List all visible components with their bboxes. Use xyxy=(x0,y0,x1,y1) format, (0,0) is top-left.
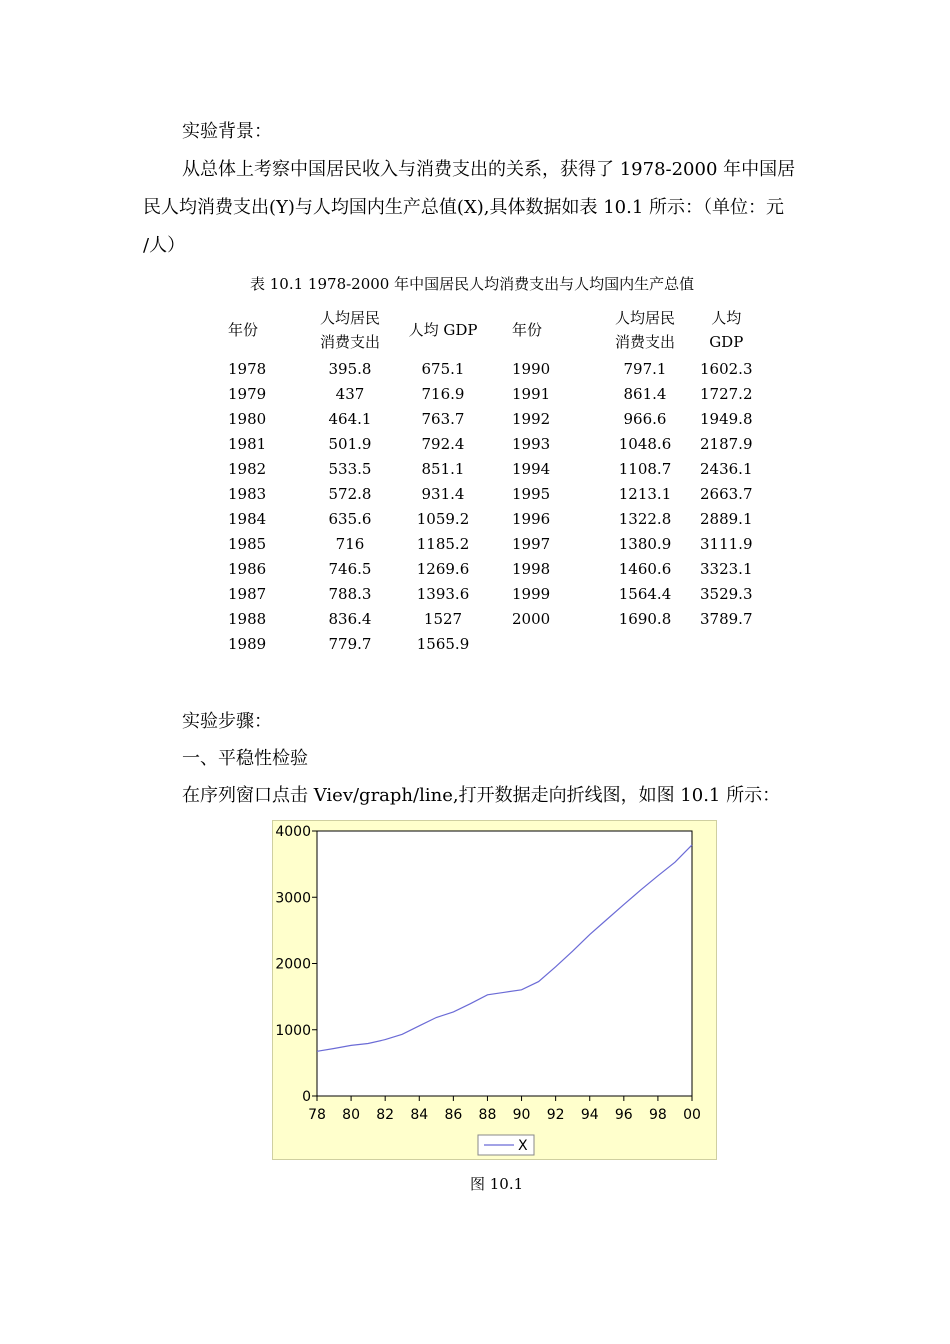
cell-year-1: 1986 xyxy=(228,559,267,578)
cell-consumption-2: 797.1 xyxy=(623,359,667,378)
x-tick-label: 00 xyxy=(683,1107,701,1123)
x-tick-label: 90 xyxy=(512,1107,531,1123)
table-row xyxy=(228,481,753,506)
x-tick-label: 98 xyxy=(648,1107,667,1123)
table-row xyxy=(228,556,753,581)
cell-year-2: 1998 xyxy=(512,559,551,578)
background-heading: 实验背景： xyxy=(182,121,272,142)
background-paragraph-line2: 民人均消费支出(Y)与人均国内生产总值(X),具体数据如表 10.1 所示：（单位：元 xyxy=(143,197,785,218)
cell-consumption-2: 1460.6 xyxy=(618,559,672,578)
cell-consumption-2: 966.6 xyxy=(623,409,667,428)
cell-consumption-1: 572.8 xyxy=(328,484,372,503)
header-year-1: 年份 xyxy=(228,321,259,339)
cell-year-1: 1989 xyxy=(228,634,267,653)
cell-year-2: 1992 xyxy=(512,409,551,428)
cell-gdp-1: 931.4 xyxy=(421,484,465,503)
cell-gdp-1: 1565.9 xyxy=(416,634,470,653)
cell-gdp-2: 3111.9 xyxy=(700,534,753,553)
x-tick-label: 80 xyxy=(342,1107,361,1123)
table-row xyxy=(228,381,753,406)
cell-consumption-1: 779.7 xyxy=(328,634,372,653)
x-tick-label: 84 xyxy=(410,1107,429,1123)
cell-gdp-2: 2436.1 xyxy=(700,459,753,478)
cell-consumption-2: 1048.6 xyxy=(618,434,672,453)
cell-year-1: 1978 xyxy=(228,359,267,378)
table-row xyxy=(228,631,753,656)
cell-consumption-2: 1564.4 xyxy=(618,584,672,603)
cell-consumption-1: 716 xyxy=(335,534,365,553)
steps-instruction: 在序列窗口点击 Viev/graph/line,打开数据走向折线图，如图 10.1 所示： xyxy=(182,785,781,806)
header-consumption-1: 人均居民 消费支出 xyxy=(319,309,380,351)
cell-year-1: 1982 xyxy=(228,459,267,478)
cell-gdp-2: 2889.1 xyxy=(700,509,753,528)
table-row xyxy=(228,356,753,381)
background-paragraph-line3: /人） xyxy=(143,235,186,256)
steps-heading: 实验步骤： xyxy=(182,711,272,732)
cell-gdp-2: 2187.9 xyxy=(700,434,753,453)
cell-year-2: 1996 xyxy=(512,509,551,528)
table-row xyxy=(228,456,753,481)
table-row xyxy=(228,581,753,606)
cell-gdp-1: 851.1 xyxy=(421,459,465,478)
cell-consumption-1: 746.5 xyxy=(328,559,372,578)
table-header-row xyxy=(228,304,753,356)
cell-gdp-2: 1727.2 xyxy=(700,384,753,403)
header-consumption-2: 人均居民 消费支出 xyxy=(614,309,675,351)
cell-year-1: 1987 xyxy=(228,584,267,603)
cell-consumption-2: 861.4 xyxy=(623,384,667,403)
cell-gdp-1: 1527 xyxy=(423,609,463,628)
cell-consumption-2: 1213.1 xyxy=(618,484,672,503)
cell-gdp-2: 1602.3 xyxy=(700,359,753,378)
cell-gdp-2: 2663.7 xyxy=(700,484,753,503)
plot-area xyxy=(317,831,692,1096)
cell-consumption-1: 788.3 xyxy=(328,584,372,603)
table-row xyxy=(228,406,753,431)
background-paragraph-line1: 从总体上考察中国居民收入与消费支出的关系，获得了 1978-2000 年中国居 xyxy=(182,159,796,180)
cell-year-2: 1995 xyxy=(512,484,551,503)
cell-year-1: 1988 xyxy=(228,609,267,628)
cell-consumption-1: 501.9 xyxy=(328,434,372,453)
cell-gdp-2: 3323.1 xyxy=(700,559,753,578)
cell-gdp-1: 763.7 xyxy=(421,409,465,428)
cell-consumption-2: 1108.7 xyxy=(618,459,672,478)
x-tick-label: 88 xyxy=(478,1107,497,1123)
cell-year-2: 1993 xyxy=(512,434,551,453)
cell-year-2: 1994 xyxy=(512,459,551,478)
cell-gdp-2: 1949.8 xyxy=(700,409,753,428)
cell-gdp-1: 1269.6 xyxy=(416,559,470,578)
cell-gdp-1: 675.1 xyxy=(421,359,465,378)
x-tick-label: 86 xyxy=(444,1107,463,1123)
header-year-2: 年份 xyxy=(512,321,543,339)
cell-consumption-2: 1690.8 xyxy=(618,609,672,628)
y-tick-label: 3000 xyxy=(275,890,311,907)
table-caption: 表 10.1 1978-2000 年中国居民人均消费支出与人均国内生产总值 xyxy=(250,275,695,293)
cell-consumption-2: 1380.9 xyxy=(618,534,672,553)
cell-consumption-2: 1322.8 xyxy=(618,509,672,528)
data-table xyxy=(228,304,753,656)
figure-caption: 图 10.1 xyxy=(470,1175,524,1193)
table-row xyxy=(228,606,753,631)
cell-consumption-1: 464.1 xyxy=(328,409,372,428)
header-gdp-1: 人均 GDP xyxy=(408,321,478,339)
y-tick-label: 0 xyxy=(302,1089,311,1105)
cell-gdp-1: 1059.2 xyxy=(416,509,470,528)
cell-consumption-1: 635.6 xyxy=(328,509,372,528)
cell-consumption-1: 437 xyxy=(335,384,365,403)
y-tick-label: 4000 xyxy=(275,824,311,840)
section-1-heading: 一、平稳性检验 xyxy=(182,748,308,769)
line-chart xyxy=(272,820,717,1160)
line-chart-svg xyxy=(272,820,717,1160)
cell-year-2: 1999 xyxy=(512,584,551,603)
y-tick-label: 1000 xyxy=(275,1022,311,1039)
cell-year-2: 2000 xyxy=(512,609,551,628)
cell-gdp-1: 716.9 xyxy=(421,384,465,403)
table-row xyxy=(228,506,753,531)
table-row xyxy=(228,531,753,556)
cell-year-2: 1990 xyxy=(512,359,551,378)
cell-consumption-1: 836.4 xyxy=(328,609,372,628)
cell-year-1: 1979 xyxy=(228,384,267,403)
cell-consumption-1: 395.8 xyxy=(328,359,372,378)
header-gdp-2: 人均 GDP xyxy=(709,309,744,351)
table-body xyxy=(228,356,753,656)
cell-gdp-1: 1393.6 xyxy=(416,584,470,603)
x-tick-label: 92 xyxy=(546,1107,565,1123)
cell-year-1: 1984 xyxy=(228,509,267,528)
cell-year-1: 1980 xyxy=(228,409,267,428)
cell-consumption-2 xyxy=(590,631,700,656)
cell-gdp-1: 792.4 xyxy=(421,434,465,453)
cell-year-1: 1985 xyxy=(228,534,267,553)
legend-label: X xyxy=(518,1138,528,1154)
cell-year-2: 1991 xyxy=(512,384,551,403)
cell-gdp-2: 3529.3 xyxy=(700,584,753,603)
x-tick-label: 96 xyxy=(614,1107,633,1123)
y-tick-label: 2000 xyxy=(275,956,311,973)
cell-gdp-2: 3789.7 xyxy=(700,609,753,628)
x-tick-label: 82 xyxy=(376,1107,395,1123)
cell-year-1: 1983 xyxy=(228,484,267,503)
cell-year-1: 1981 xyxy=(228,434,267,453)
table-row xyxy=(228,431,753,456)
x-tick-label: 94 xyxy=(580,1107,599,1123)
cell-gdp-2 xyxy=(700,631,753,656)
x-tick-label: 78 xyxy=(308,1107,326,1123)
cell-year-2: 1997 xyxy=(512,534,551,553)
cell-consumption-1: 533.5 xyxy=(328,459,372,478)
cell-gdp-1: 1185.2 xyxy=(416,534,470,553)
cell-year-2 xyxy=(498,631,590,656)
